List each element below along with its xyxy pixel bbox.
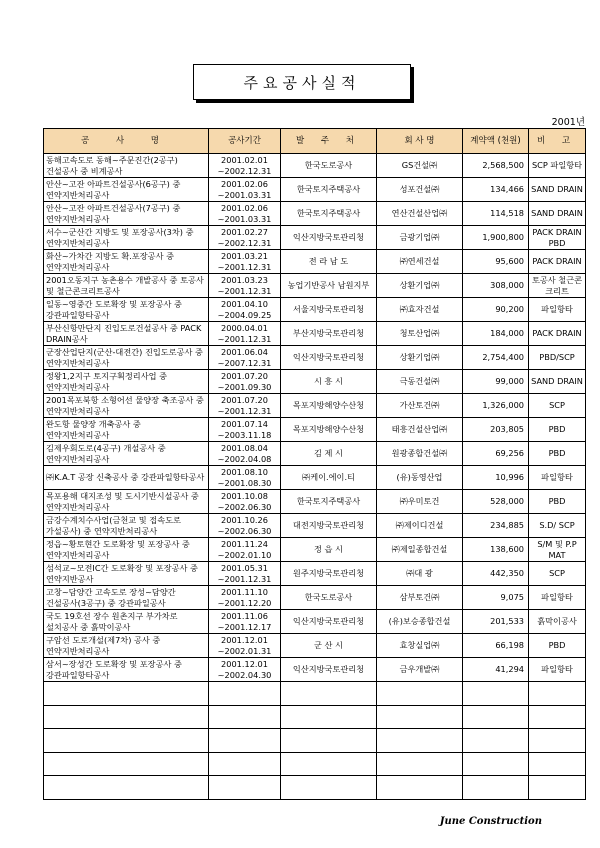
- table-row: [44, 298, 586, 322]
- empty-cell: [281, 705, 377, 729]
- company-cell: (유)동영산업: [377, 466, 463, 490]
- remark-cell: S.D/ SCP: [529, 514, 586, 538]
- project-name-cell: 삼서~장성간 도로확장 및 포장공사 중 강관파일항타공사: [44, 658, 209, 682]
- client-cell: 서울지방국토관리청: [281, 298, 377, 322]
- empty-cell: [209, 776, 281, 800]
- client-cell: 목포지방해양수산청: [281, 394, 377, 418]
- table-row: [44, 322, 586, 346]
- empty-cell: [44, 752, 209, 776]
- table-row: [44, 562, 586, 586]
- company-cell: ㈜우미토건: [377, 490, 463, 514]
- remark-cell: 파일항타: [529, 586, 586, 610]
- period-cell: 2001.07.20 ~2001.09.30: [209, 370, 281, 394]
- project-name-cell: 안산~고잔 아파트건설공사(6공구) 중 연약지반처리공사: [44, 178, 209, 202]
- amount-cell: 66,198: [463, 634, 529, 658]
- client-cell: 익산지방국토관리청: [281, 658, 377, 682]
- table-row: [44, 490, 586, 514]
- amount-cell: 528,000: [463, 490, 529, 514]
- empty-cell: [463, 752, 529, 776]
- period-cell: 2000.04.01 ~2001.12.31: [209, 322, 281, 346]
- empty-cell: [44, 682, 209, 706]
- client-cell: 김 제 시: [281, 442, 377, 466]
- client-cell: 한국도로공사: [281, 154, 377, 178]
- period-cell: 2001.04.10 ~2004.09.25: [209, 298, 281, 322]
- period-cell: 2001.10.26 ~2002.06.30: [209, 514, 281, 538]
- company-cell: ㈜연세건설: [377, 250, 463, 274]
- company-cell: ㈜제이디건설: [377, 514, 463, 538]
- amount-cell: 201,533: [463, 610, 529, 634]
- empty-cell: [377, 752, 463, 776]
- remark-cell: SCP: [529, 562, 586, 586]
- empty-cell: [463, 705, 529, 729]
- empty-table-row: [44, 705, 586, 729]
- empty-cell: [281, 729, 377, 753]
- header-remark: 비 고: [529, 129, 586, 154]
- company-cell: GS건설㈜: [377, 154, 463, 178]
- client-cell: 농업기반공사 남원지부: [281, 274, 377, 298]
- company-cell: (유)보승종합건설: [377, 610, 463, 634]
- project-name-cell: 서수~군산간 지방도 및 포장공사(3차) 중 연약지반처리공사: [44, 226, 209, 250]
- table-row: [44, 154, 586, 178]
- remark-cell: 파일항타: [529, 298, 586, 322]
- project-name-cell: 목포용해 대지조성 및 도시기반시설공사 중 연약지반처리공사: [44, 490, 209, 514]
- amount-cell: 95,600: [463, 250, 529, 274]
- client-cell: 한국토지주택공사: [281, 178, 377, 202]
- company-cell: 원광종합건설㈜: [377, 442, 463, 466]
- remark-cell: 흙막이공사: [529, 610, 586, 634]
- empty-cell: [377, 776, 463, 800]
- empty-cell: [377, 682, 463, 706]
- project-name-cell: 정왕1,2지구 토지구획정리사업 중 연약지반처리공사: [44, 370, 209, 394]
- remark-cell: 파일항타: [529, 658, 586, 682]
- empty-cell: [44, 776, 209, 800]
- table-row: [44, 586, 586, 610]
- project-name-cell: 일동~영중간 도로확장 및 포장공사 중 강관파일항타공사: [44, 298, 209, 322]
- remark-cell: PBD: [529, 442, 586, 466]
- empty-table-row: [44, 752, 586, 776]
- company-cell: 삼부토건㈜: [377, 586, 463, 610]
- client-cell: 익산지방국토관리청: [281, 610, 377, 634]
- period-cell: 2001.10.08 ~2002.06.30: [209, 490, 281, 514]
- table-row: [44, 274, 586, 298]
- table-row: [44, 658, 586, 682]
- remark-cell: PBD: [529, 634, 586, 658]
- table-row: [44, 250, 586, 274]
- remark-cell: PBD: [529, 490, 586, 514]
- remark-cell: SAND DRAIN: [529, 370, 586, 394]
- remark-cell: 토공사 철근콘크리트: [529, 274, 586, 298]
- remark-cell: SCP 파일항타: [529, 154, 586, 178]
- remark-cell: PBD: [529, 418, 586, 442]
- amount-cell: 114,518: [463, 202, 529, 226]
- project-name-cell: ㈜K.A.T 공장 신축공사 중 강관파일항타공사: [44, 466, 209, 490]
- table-row: [44, 634, 586, 658]
- remark-cell: SAND DRAIN: [529, 178, 586, 202]
- table-row: [44, 466, 586, 490]
- empty-cell: [529, 729, 586, 753]
- empty-cell: [463, 729, 529, 753]
- client-cell: 원주지방국토관리청: [281, 562, 377, 586]
- project-name-cell: 금강수계치수사업(금천교 및 접속도로 가설공사) 중 연약지반처리공사: [44, 514, 209, 538]
- client-cell: 시 흥 시: [281, 370, 377, 394]
- period-cell: 2001.11.10 ~2001.12.20: [209, 586, 281, 610]
- company-cell: 성포건설㈜: [377, 178, 463, 202]
- company-cell: 금우개발㈜: [377, 658, 463, 682]
- client-cell: ㈜케이.에이.티: [281, 466, 377, 490]
- amount-cell: 9,075: [463, 586, 529, 610]
- client-cell: 대전지방국토관리청: [281, 514, 377, 538]
- company-cell: 가산토건㈜: [377, 394, 463, 418]
- empty-cell: [377, 729, 463, 753]
- client-cell: 한국토지주택공사: [281, 202, 377, 226]
- company-cell: 상환기업㈜: [377, 346, 463, 370]
- project-name-cell: 동해고속도로 동해~주문진간(2공구) 건설공사 중 비계공사: [44, 154, 209, 178]
- period-cell: 2001.12.01 ~2002.01.31: [209, 634, 281, 658]
- amount-cell: 134,466: [463, 178, 529, 202]
- empty-cell: [529, 682, 586, 706]
- period-cell: 2001.07.14 ~2003.11.18: [209, 418, 281, 442]
- empty-cell: [44, 729, 209, 753]
- table-row: [44, 610, 586, 634]
- empty-cell: [209, 729, 281, 753]
- empty-cell: [44, 705, 209, 729]
- client-cell: 부산지방국토관리청: [281, 322, 377, 346]
- project-name-cell: 섬석교~모전IC간 도로확장 및 포장공사 중 연약지반공사: [44, 562, 209, 586]
- amount-cell: 442,350: [463, 562, 529, 586]
- amount-cell: 69,256: [463, 442, 529, 466]
- empty-cell: [463, 776, 529, 800]
- period-cell: 2001.11.06 ~2001.12.17: [209, 610, 281, 634]
- header-period: 공사기간: [209, 129, 281, 154]
- project-name-cell: 2001목포북항 소형어선 물양장 축조공사 중 연약지반처리공사: [44, 394, 209, 418]
- amount-cell: 308,000: [463, 274, 529, 298]
- period-cell: 2001.02.27 ~2002.12.31: [209, 226, 281, 250]
- amount-cell: 1,900,800: [463, 226, 529, 250]
- remark-cell: 파일항타: [529, 466, 586, 490]
- amount-cell: 90,200: [463, 298, 529, 322]
- company-signature: June Construction: [439, 816, 542, 827]
- client-cell: 익산지방국토관리청: [281, 346, 377, 370]
- remark-cell: PBD/SCP: [529, 346, 586, 370]
- company-cell: ㈜대 광: [377, 562, 463, 586]
- empty-cell: [463, 682, 529, 706]
- empty-table-row: [44, 729, 586, 753]
- project-name-cell: 군장산업단지(군산-대전간) 진입도로공사 중 연약지반처리공사: [44, 346, 209, 370]
- period-cell: 2001.02.06 ~2001.03.31: [209, 202, 281, 226]
- period-cell: 2001.05.31 ~2001.12.31: [209, 562, 281, 586]
- empty-cell: [209, 682, 281, 706]
- company-cell: ㈜효자건설: [377, 298, 463, 322]
- company-cell: 금광기업㈜: [377, 226, 463, 250]
- period-cell: 2001.03.21 ~2001.12.31: [209, 250, 281, 274]
- remark-cell: PACK DRAIN: [529, 322, 586, 346]
- amount-cell: 203,805: [463, 418, 529, 442]
- table-row: [44, 514, 586, 538]
- amount-cell: 99,000: [463, 370, 529, 394]
- table-row: [44, 202, 586, 226]
- amount-cell: 138,600: [463, 538, 529, 562]
- client-cell: 한국토지주택공사: [281, 490, 377, 514]
- period-cell: 2001.07.20 ~2001.12.31: [209, 394, 281, 418]
- empty-cell: [377, 705, 463, 729]
- client-cell: 한국도로공사: [281, 586, 377, 610]
- project-name-cell: 완도항 물양장 개축공사 중 연약지반처리공사: [44, 418, 209, 442]
- company-cell: 효창실업㈜: [377, 634, 463, 658]
- remark-cell: PACK DRAIN: [529, 250, 586, 274]
- project-name-cell: 화산~가차간 지방도 확.포장공사 중 연약지반처리공사: [44, 250, 209, 274]
- amount-cell: 184,000: [463, 322, 529, 346]
- amount-cell: 234,885: [463, 514, 529, 538]
- client-cell: 정 읍 시: [281, 538, 377, 562]
- company-cell: 상환기업㈜: [377, 274, 463, 298]
- empty-table-row: [44, 682, 586, 706]
- table-header-row: [44, 129, 586, 154]
- page-title: 주요공사실적: [193, 64, 411, 100]
- empty-cell: [529, 705, 586, 729]
- year-label: 2001년: [551, 117, 585, 128]
- header-client: 발 주 처: [281, 129, 377, 154]
- header-company: 회 사 명: [377, 129, 463, 154]
- remark-cell: SAND DRAIN: [529, 202, 586, 226]
- company-cell: 극동건설㈜: [377, 370, 463, 394]
- remark-cell: SCP: [529, 394, 586, 418]
- amount-cell: 41,294: [463, 658, 529, 682]
- period-cell: 2001.03.23 ~2001.12.31: [209, 274, 281, 298]
- table-row: [44, 370, 586, 394]
- empty-table-row: [44, 776, 586, 800]
- client-cell: 익산지방국토관리청: [281, 226, 377, 250]
- header-amount: 계약액 (천원): [463, 129, 529, 154]
- period-cell: 2001.02.06 ~2001.03.31: [209, 178, 281, 202]
- client-cell: 군 산 시: [281, 634, 377, 658]
- company-cell: 태흥건설산업㈜: [377, 418, 463, 442]
- company-cell: 청토산업㈜: [377, 322, 463, 346]
- empty-cell: [529, 752, 586, 776]
- table-row: [44, 226, 586, 250]
- project-name-cell: 부산신항만단지 진입도로건설공사 중 PACK DRAIN공사: [44, 322, 209, 346]
- project-name-cell: 구암선 도로개설(제7차) 공사 중 연약지반처리공사: [44, 634, 209, 658]
- empty-cell: [209, 752, 281, 776]
- table-row: [44, 178, 586, 202]
- table-row: [44, 442, 586, 466]
- table-row: [44, 394, 586, 418]
- table-row: [44, 346, 586, 370]
- header-project-name: 공 사 명: [44, 129, 209, 154]
- company-cell: 연산건설산업㈜: [377, 202, 463, 226]
- project-name-cell: 고창~담양간 고속도로 장성~담양간 건설공사(3공구) 중 강관파일공사: [44, 586, 209, 610]
- project-name-cell: 국도 19호선 장수 원촌지구 부가차로 설치공사 중 흙막이공사: [44, 610, 209, 634]
- empty-cell: [281, 776, 377, 800]
- empty-cell: [281, 752, 377, 776]
- amount-cell: 10,996: [463, 466, 529, 490]
- amount-cell: 2,754,400: [463, 346, 529, 370]
- project-name-cell: 김제우회도로(4공구) 개설공사 중 연약지반처리공사: [44, 442, 209, 466]
- period-cell: 2001.08.04 ~2002.04.08: [209, 442, 281, 466]
- empty-cell: [209, 705, 281, 729]
- project-name-cell: 2001오동지구 농촌용수 개발공사 중 토공사 및 철근콘크리트공사: [44, 274, 209, 298]
- period-cell: 2001.06.04 ~2007.12.31: [209, 346, 281, 370]
- construction-records-table: [43, 128, 586, 800]
- amount-cell: 1,326,000: [463, 394, 529, 418]
- empty-cell: [281, 682, 377, 706]
- client-cell: 목포지방해양수산청: [281, 418, 377, 442]
- company-cell: ㈜제일종합건설: [377, 538, 463, 562]
- amount-cell: 2,568,500: [463, 154, 529, 178]
- table-row: [44, 418, 586, 442]
- period-cell: 2001.08.10 ~2001.08.30: [209, 466, 281, 490]
- period-cell: 2001.11.24 ~2002.01.10: [209, 538, 281, 562]
- remark-cell: PACK DRAIN PBD: [529, 226, 586, 250]
- table-row: [44, 538, 586, 562]
- remark-cell: S/M 및 P.P MAT: [529, 538, 586, 562]
- empty-cell: [529, 776, 586, 800]
- project-name-cell: 안산~고잔 아파트건설공사(7공구) 중 연약지반처리공사: [44, 202, 209, 226]
- project-name-cell: 정읍~황토현간 도로확장 및 포장공사 중 연약지반처리공사: [44, 538, 209, 562]
- period-cell: 2001.12.01 ~2002.04.30: [209, 658, 281, 682]
- period-cell: 2001.02.01 ~2002.12.31: [209, 154, 281, 178]
- client-cell: 전 라 남 도: [281, 250, 377, 274]
